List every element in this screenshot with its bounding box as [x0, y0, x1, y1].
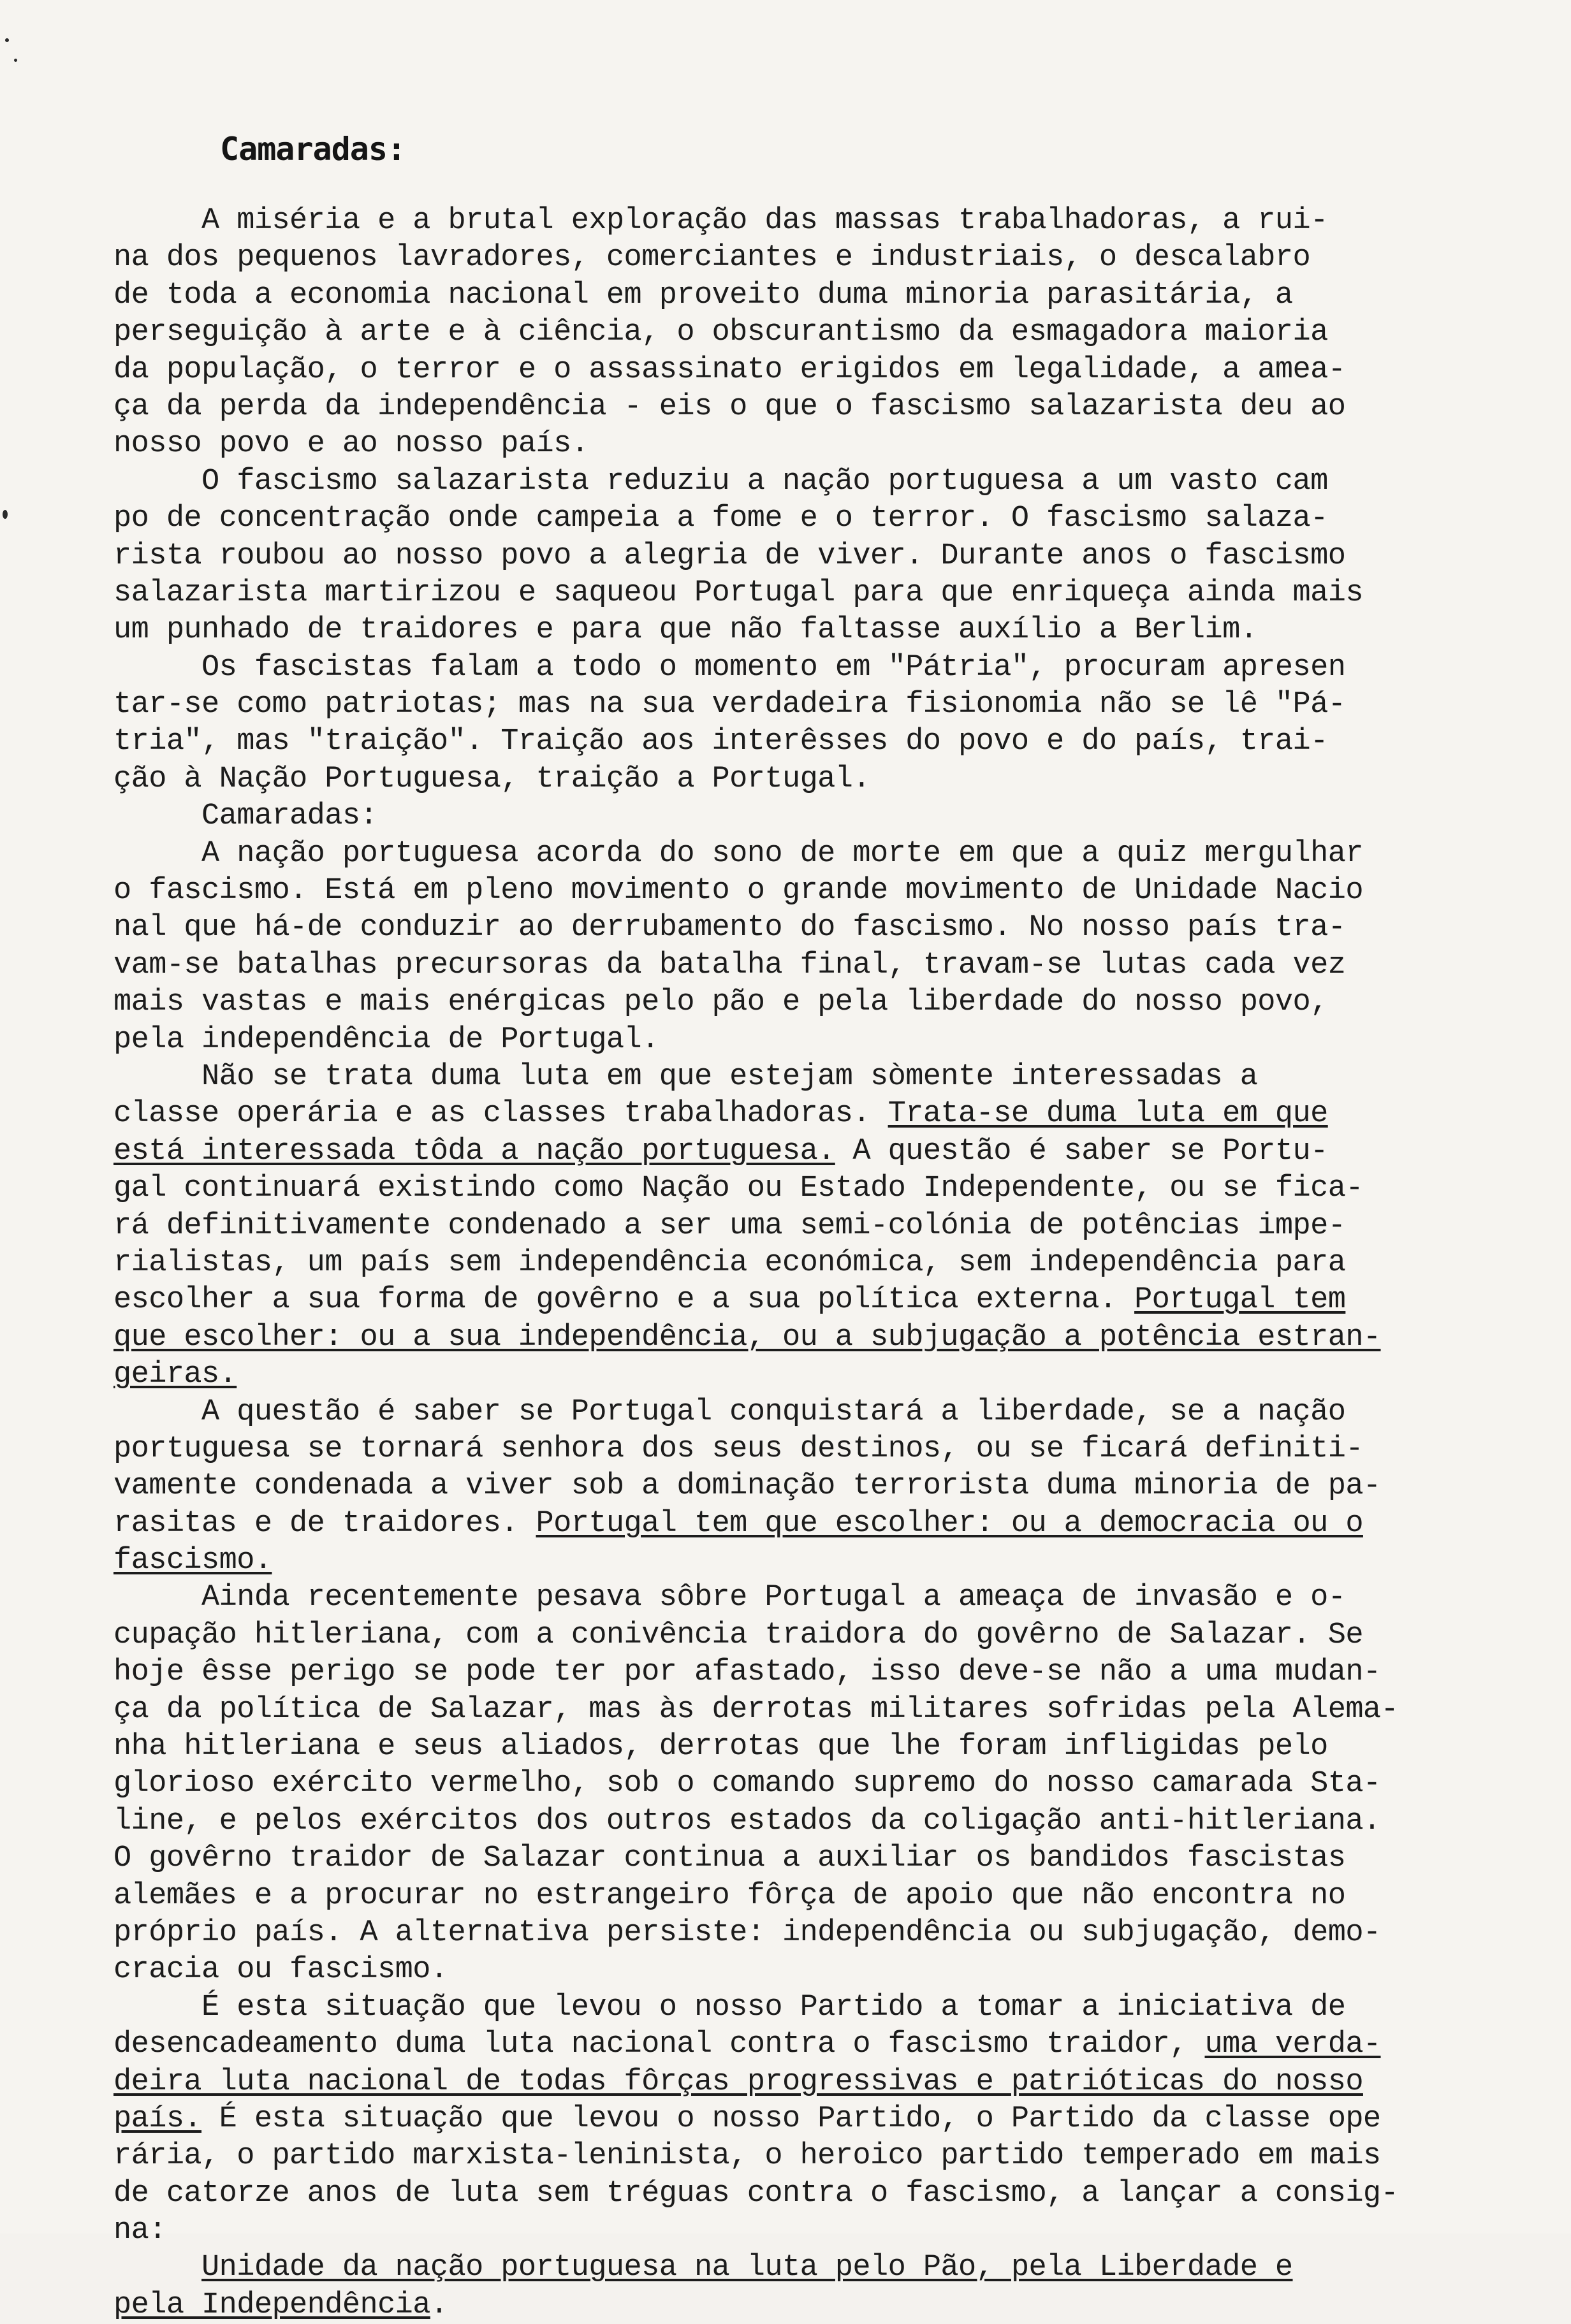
line-text: cracia ou fascismo.: [113, 1953, 448, 1987]
line-text: É esta situação que levou o nosso Partido a tomar a iniciativa de: [113, 1990, 1346, 2024]
line-text: Camaradas:: [113, 799, 378, 834]
line-text: hoje êsse perigo se pode ter por afastado, isso deve-se não a uma mudan-: [113, 1655, 1381, 1690]
line-text: gal continuará existindo como Nação ou Estado Independente, ou se fica-: [113, 1172, 1363, 1206]
line-text: um punhado de traidores e para que não faltasse auxílio a Berlim.: [113, 613, 1258, 648]
line-text: na dos pequenos lavradores, comerciantes e industriais, o descalabro: [113, 241, 1311, 275]
text-line: [113, 1729, 1484, 1766]
text-line: [113, 203, 1484, 240]
text-line: [113, 1319, 1484, 1356]
line-text: cupação hitleriana, com a conivência traidora do govêrno de Salazar. Se: [113, 1618, 1363, 1652]
underlined-text: está interessada tôda a nação portuguesa.: [113, 1134, 835, 1168]
line-text: pela independência de Portugal.: [113, 1022, 659, 1057]
line-text: Ainda recentemente pesava sôbre Portugal a ameaça de invasão e o-: [113, 1581, 1346, 1615]
underlined-text: pela Independência: [113, 2288, 430, 2322]
text-line: [113, 1356, 1484, 1393]
line-text: É esta situação que levou o nosso Partido, o Partido da classe ope: [201, 2102, 1381, 2136]
line-text: tar-se como patriotas; mas na sua verdadeira fisionomia não se lê "Pá-: [113, 688, 1346, 722]
text-line: [113, 426, 1484, 463]
line-text: ção à Nação Portuguesa, traição a Portugal.: [113, 762, 870, 796]
underlined-text: fascismo.: [113, 1544, 272, 1578]
line-text: portuguesa se tornará senhora dos seus destinos, ou se ficará definiti-: [113, 1432, 1363, 1466]
letter-body: [113, 203, 1484, 2324]
line-text: A nação portuguesa acorda do sono de morte em que a quiz mergulhar: [113, 836, 1363, 871]
scan-speck: [14, 59, 17, 62]
line-text: A miséria e a brutal exploração das massas trabalhadoras, a rui-: [113, 204, 1328, 238]
text-line: [113, 1282, 1484, 1319]
text-line: [113, 761, 1484, 798]
text-line: [113, 723, 1484, 760]
text-line: [113, 1468, 1484, 1505]
line-text: ça da política de Salazar, mas às derrotas militares sofridas pela Alema-: [113, 1692, 1399, 1727]
line-text: Os fascistas falam a todo o momento em "Pátria", procuram apresen: [113, 650, 1346, 685]
line-text: escolher a sua forma de govêrno e a sua política externa.: [113, 1283, 1135, 1318]
text-line: [113, 1208, 1484, 1245]
text-line: [113, 1096, 1484, 1133]
text-line: [113, 984, 1484, 1021]
text-line: [113, 1506, 1484, 1543]
text-line: [113, 500, 1484, 537]
text-line: [113, 1617, 1484, 1654]
underlined-text: geiras.: [113, 1358, 237, 1392]
line-text: .: [430, 2288, 448, 2322]
text-line: [113, 2175, 1484, 2212]
text-line: [113, 1766, 1484, 1803]
text-line: [113, 1915, 1484, 1952]
line-text: nal que há-de conduzir ao derrubamento do fascismo. No nosso país tra-: [113, 911, 1346, 945]
text-line: [113, 1431, 1484, 1468]
text-line: [113, 538, 1484, 575]
line-text: de toda a economia nacional em proveito duma minoria parasitária, a: [113, 278, 1293, 312]
text-line: [113, 2138, 1484, 2175]
line-text: perseguição à arte e à ciência, o obscurantismo da esmagadora maioria: [113, 316, 1328, 350]
text-line: [113, 2064, 1484, 2101]
line-text: rista roubou ao nosso povo a alegria de viver. Durante anos o fascismo: [113, 539, 1346, 573]
text-line: [113, 277, 1484, 314]
text-line: [113, 2249, 1484, 2286]
text-line: [113, 947, 1484, 984]
line-text: rá definitivamente condenado a ser uma semi-colónia de potências impe-: [113, 1209, 1346, 1243]
text-line: [113, 910, 1484, 947]
text-line: [113, 240, 1484, 277]
line-text: alemães e a procurar no estrangeiro fôrça de apoio que não encontra no: [113, 1878, 1346, 1913]
underlined-text: deira luta nacional de todas fôrças progressivas e patrióticas do nosso: [113, 2065, 1363, 2099]
text-line: [113, 389, 1484, 426]
text-line: [113, 1022, 1484, 1059]
line-text: Não se trata duma luta em que estejam sòmente interessadas a: [113, 1059, 1258, 1094]
line-text: rialistas, um país sem independência económica, sem independência para: [113, 1246, 1346, 1280]
line-text: classe operária e as classes trabalhadoras.: [113, 1097, 888, 1131]
line-text: glorioso exército vermelho, sob o comando supremo do nosso camarada Sta-: [113, 1767, 1381, 1801]
text-line: [113, 575, 1484, 612]
text-line: [113, 1394, 1484, 1431]
line-text: nosso povo e ao nosso país.: [113, 427, 589, 461]
text-line: [113, 1952, 1484, 1989]
text-line: [113, 1543, 1484, 1580]
line-text: line, e pelos exércitos dos outros estados da coligação anti-hitleriana.: [113, 1804, 1381, 1838]
text-line: [113, 1580, 1484, 1616]
line-text: mais vastas e mais enérgicas pelo pão e pela liberdade do nosso povo,: [113, 985, 1328, 1020]
underlined-text: Unidade da nação portuguesa na luta pelo Pão, pela Liberdade e: [201, 2251, 1293, 2285]
line-text: de catorze anos de luta sem tréguas contra o fascismo, a lançar a consig-: [113, 2176, 1399, 2211]
line-text: O fascismo salazarista reduziu a nação portuguesa a um vasto cam: [113, 464, 1328, 498]
line-text: vam-se batalhas precursoras da batalha final, travam-se lutas cada vez: [113, 948, 1346, 982]
text-line: [113, 873, 1484, 910]
letter-salutation: Camaradas:: [220, 131, 406, 168]
underlined-text: Trata-se duma luta em que: [888, 1097, 1328, 1131]
underlined-text: país.: [113, 2102, 202, 2136]
line-text: nha hitleriana e seus aliados, derrotas que lhe foram infligidas pelo: [113, 1730, 1328, 1764]
text-line: [113, 463, 1484, 500]
text-line: [113, 1803, 1484, 1840]
line-text: próprio país. A alternativa persiste: independência ou subjugação, demo-: [113, 1915, 1381, 1950]
text-line: [113, 2101, 1484, 2138]
text-line: [113, 1059, 1484, 1096]
line-text: vamente condenada a viver sob a dominação terrorista duma minoria de pa-: [113, 1469, 1381, 1504]
scan-speck: [3, 510, 8, 519]
text-line: [113, 1692, 1484, 1729]
text-line: [113, 612, 1484, 649]
text-line: [113, 1654, 1484, 1691]
text-line: [113, 686, 1484, 723]
scan-speck: [5, 38, 9, 42]
line-text: A questão é saber se Portu-: [835, 1134, 1328, 1168]
underlined-text: que escolher: ou a sua independência, ou a subjugação a potência estran-: [113, 1320, 1381, 1354]
text-line: [113, 836, 1484, 873]
text-line: [113, 2212, 1484, 2249]
underlined-text: uma verda-: [1204, 2028, 1381, 2062]
line-text: o fascismo. Está em pleno movimento o grande movimento de Unidade Nacio: [113, 874, 1363, 908]
text-line: [113, 352, 1484, 389]
text-line: [113, 1133, 1484, 1170]
text-line: [113, 1878, 1484, 1915]
line-text: O govêrno traidor de Salazar continua a auxiliar os bandidos fascistas: [113, 1841, 1346, 1876]
line-text: desencadeamento duma luta nacional contra o fascismo traidor,: [113, 2028, 1205, 2062]
text-line: [113, 2026, 1484, 2063]
text-line: [113, 1840, 1484, 1877]
line-text: ça da perda da independência - eis o que o fascismo salazarista deu ao: [113, 389, 1346, 424]
text-line: [113, 2287, 1484, 2324]
text-line: [113, 314, 1484, 351]
line-text: salazarista martirizou e saqueou Portugal para que enriqueça ainda mais: [113, 576, 1363, 610]
line-text: po de concentração onde campeia a fome e o terror. O fascismo salaza-: [113, 502, 1328, 536]
line-text: A questão é saber se Portugal conquistará a liberdade, se a nação: [113, 1395, 1346, 1429]
line-text: [113, 2251, 201, 2284]
text-line: [113, 1170, 1484, 1207]
line-text: tria", mas "traição". Traição aos interêsses do povo e do país, trai-: [113, 725, 1328, 759]
text-line: [113, 798, 1484, 835]
underlined-text: Portugal tem que escolher: ou a democracia ou o: [536, 1506, 1363, 1541]
text-line: [113, 1245, 1484, 1282]
line-text: rária, o partido marxista-leninista, o heroico partido temperado em mais: [113, 2139, 1381, 2174]
text-line: [113, 1989, 1484, 2026]
line-text: da população, o terror e o assassinato erigidos em legalidade, a amea-: [113, 352, 1346, 387]
line-text: na:: [113, 2214, 166, 2248]
line-text: rasitas e de traidores.: [113, 1506, 536, 1541]
underlined-text: Portugal tem: [1134, 1283, 1346, 1318]
text-line: [113, 650, 1484, 686]
